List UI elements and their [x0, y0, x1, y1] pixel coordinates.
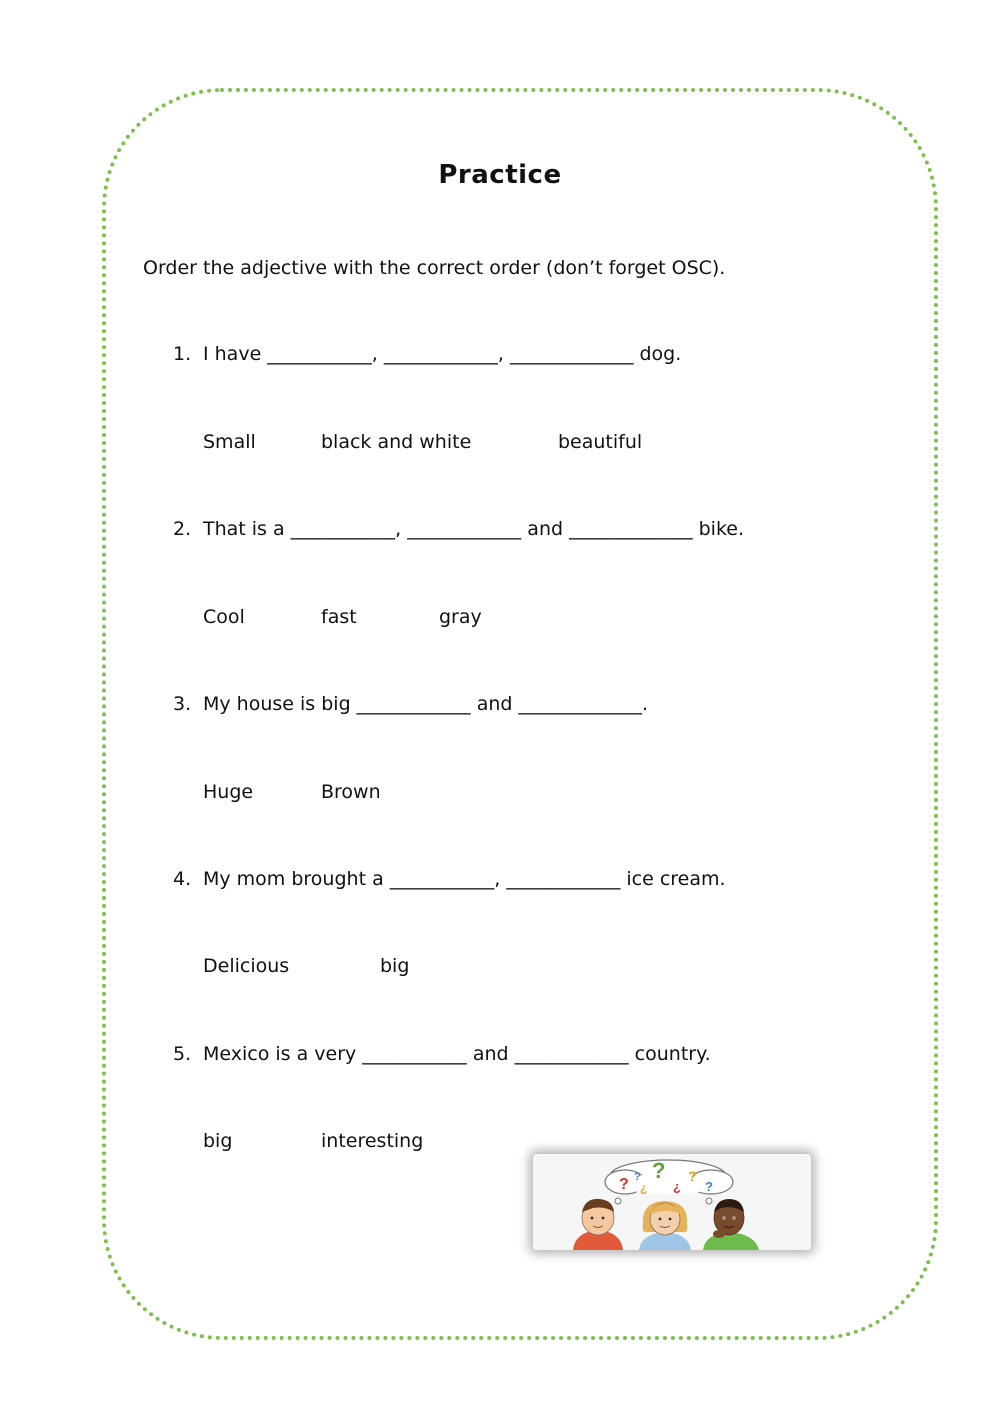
question-number: 3.: [173, 693, 192, 715]
question-4: [173, 868, 726, 890]
svg-text:?: ?: [634, 1171, 641, 1183]
option-word: big: [203, 1130, 233, 1152]
question-3: [173, 693, 648, 715]
option-word: gray: [439, 606, 482, 628]
child-middle-icon: [639, 1201, 691, 1250]
question-text: I have ___________, ____________, _____________ dog.: [203, 343, 682, 365]
question-text: My mom brought a ___________, ____________ ice cream.: [203, 868, 726, 890]
option-word: interesting: [321, 1130, 424, 1152]
svg-text:¿: ¿: [640, 1181, 648, 1195]
question-1: [173, 343, 681, 365]
option-word: black and white: [321, 431, 472, 453]
question-number: 4.: [173, 868, 192, 890]
question-5: [173, 1043, 711, 1065]
question-text: Mexico is a very ___________ and ____________ country.: [203, 1043, 711, 1065]
question-number: 5.: [173, 1043, 192, 1065]
question-number: 2.: [173, 518, 192, 540]
option-word: beautiful: [558, 431, 643, 453]
svg-text:¿: ¿: [673, 1179, 681, 1194]
option-word: Huge: [203, 781, 254, 803]
option-word: Brown: [321, 781, 381, 803]
page-title: Practice: [438, 160, 562, 190]
svg-text:?: ?: [705, 1179, 713, 1194]
question-text: That is a ___________, ____________ and _____________ bike.: [203, 518, 745, 540]
question-text: My house is big ____________ and _____________.: [203, 693, 649, 715]
svg-text:?: ?: [619, 1176, 629, 1193]
option-word: Cool: [203, 606, 245, 628]
question-number: 1.: [173, 343, 192, 365]
option-word: fast: [321, 606, 357, 628]
thinking-children-illustration: [533, 1154, 811, 1250]
option-word: big: [380, 955, 410, 977]
question-2: [173, 518, 744, 540]
option-word: Delicious: [203, 955, 290, 977]
svg-text:?: ?: [652, 1158, 666, 1183]
instructions: Order the adjective with the correct order (don’t forget OSC).: [143, 257, 726, 279]
option-word: Small: [203, 431, 256, 453]
svg-text:?: ?: [688, 1168, 697, 1184]
